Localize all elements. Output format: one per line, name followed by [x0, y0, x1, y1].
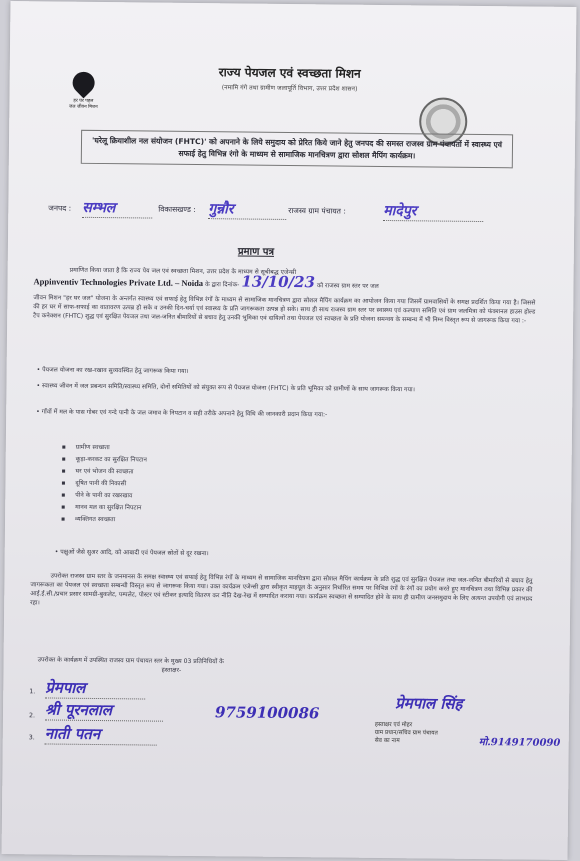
signatory-signature: प्रेमपाल — [45, 677, 145, 699]
closing-paragraph: उपरोक्त राजस्व ग्राम स्तर के जनमानस के समक्ष स्वास्थ्य एवं सफाई हेतु विभिन्न रंगों के माध्यम से सामाजिक मानचित्रण द्वारा सोशल मैपिंग कार्यक्रम के प्रति शुद्ध एवं सुरक्षित पेयजल तथा जल-जनित बीमारियों से बचाव हेतु जागरूकता का पेयजल एवं स्वच्छता सम्बन्धी विस्तृत रूप से जागरूक किया गया। उक्त कार्यक्रम एजेन्सी द्वारा स्वीकृत माइयूल के अनुसार निर्धारित समय पर विभिन्न रंगों के रंगों का प्रयोग करते हुए मानचित्रण तथा विभिन्न प्रकार की आई.ई.सी./प्रचार प्रसार सामग्री-बुकलेट, पम्पलेट, पोस्टर एवं स्टीकर इत्यादि वितरण कर नीति देख-रेख में सम्पादित कराया गया। कार्यक्रम स्वच्छता से सम्पादित होने के साथ ही ग्रामीण जनसमुदाय के लिए अत्यन्त उपयोगी एवं लाभप्रद रहा। — [30, 572, 533, 607]
list-item: ▪ पीने के पानी का रखरखाव — [61, 490, 146, 503]
sanitation-topics-list — [61, 442, 147, 527]
program-date: 13/10/23 — [241, 272, 316, 292]
bullet-1-text: पेयजल योजना का रख-रखाव सुव्यवस्थित हेतु जागरूक किया गया। — [42, 366, 189, 375]
signatory-sub: हस्ताक्षर- — [161, 666, 182, 674]
campaign-description-box: 'घरेलू क्रियाशील नल संयोजन (FHTC)' को अपनाने के लिये समुदाय को प्रेरित किये जाने हेतु जनपद की समस्त राजस्व ग्राम पंचायतों में स्वास्थ्य एवं सफाई हेतु विभिन्न रंगो के माध्यम से सामाजिक मानचित्रण द्वारा सोशल मैपिंग कार्यक्रम। — [81, 130, 513, 169]
bullet-3: • गाँवों में मल के पास गोबर एवं गन्दे पानी के जल जमाव के निपटान व सही तरीके अपनाने हेतु विधि की जानकारी प्रदान किया गया:- — [36, 408, 328, 419]
certificate-page — [2, 1, 577, 860]
bullet-2: • स्वास्थ्य जीवन में जल प्रबन्धन समिति/स्वास्थ्य समिति, दोनों समितियों को संयुक्त रूप से पेयजल योजना (FHTC) के प्रति भूमिका को ग्रामीणों के साथ जागरूक किया गया। — [36, 382, 415, 394]
location-fields — [48, 199, 528, 220]
list-item: ▪ घर एवं भोजन की स्वच्छता — [61, 466, 146, 479]
list-item: ▪ कूड़ा-करकट का सुरक्षित निपटान — [62, 454, 147, 467]
signatories-list — [29, 677, 370, 749]
bullet-3-text: गाँवों में मल के पास गोबर एवं गन्दे पानी के जल जमाव के निपटान व सही तरीके अपनाने हेतु विधि की जानकारी प्रदान किया गया:- — [41, 408, 328, 419]
signatory-signature: श्री पूरनलाल — [45, 699, 163, 721]
pradhan-phone: मो.9149170090 — [478, 737, 561, 749]
company-tail: को राजस्व ग्राम स्तर पर जल — [316, 282, 379, 290]
company-suffix: के द्वारा दिनांक- — [204, 281, 240, 289]
signatory-phone: 9759100086 — [214, 703, 320, 723]
block-label: विकासखण्ड : — [158, 204, 196, 215]
list-item: ▪ मानव मल का सुरक्षित निपटान — [61, 502, 146, 515]
bullet-4-text: पक्षुओं जैसे सुअर आदि, को आबादी एवं पेयजल स्रोतों से दूर रखना। — [60, 548, 209, 558]
signatory-signature: नाती पतन — [45, 723, 157, 745]
signatory-number: 3. — [28, 734, 35, 742]
signatory-number: 2. — [28, 712, 36, 720]
list-item: ▪ व्यक्तिगत स्वच्छता — [61, 514, 146, 527]
signatory-row — [29, 723, 369, 749]
water-drop-icon — [68, 67, 99, 98]
mission-title: राज्य पेयजल एवं स्वच्छता मिशन — [218, 65, 361, 81]
panchayat-value: मादेपुर — [383, 201, 483, 222]
list-item: ▪ दूषित पानी की निकासी — [61, 478, 146, 491]
bullet-4: • पक्षुओं जैसे सुअर आदि, को आबादी एवं पेयजल स्रोतों से दूर रखना। — [54, 548, 209, 558]
body-paragraph: जीवन मिशन "हर घर जल" योजना के अन्तर्गत स्वास्थ्य एवं सफाई हेतु विभिन्न रंगों के माध्यम से सामाजिक मानचित्रण द्वारा सोशल मैपिंग कार्यक्रम का आयोजन किया गया जिसमें ग्रामवासियों के समक्ष प्रदर्शित किया गया है। जिससे की हर घर में साफ-सफाई का वातावरण उत्पन्न हो सके व उनकी दिन-चर्या एवं स्वास्थ्य के प्रति जागरूकता उत्पन्न हो सके। साथ ही साथ राजस्व ग्राम स्तर पर स्वास्थ्य एवं कल्याण समिति एवं ग्राम जलमित्रा को फंक्शनल हाउस होल्ड टैप कनेक्शन (FHTC) शुद्ध एवं सुरक्षित पेयजल तथा जल-जनित बीमारियों से बचाव हेतु उनकी भूमिका एवं दायित्वों तथा पेयजल एवं स्वच्छता के प्रति योजना समन्वय के सम्बन्ध में भी निम्न विस्तृत रूप से जागरूक किया गया :- — [33, 294, 536, 325]
pradhan-signature-label: हस्ताक्षर एवं मोहर ग्राम प्रधान/सचिव ग्राम पंचायत सेव का नाम — [374, 721, 438, 745]
bullet-2-text: स्वास्थ्य जीवन में जल प्रबन्धन समिति/स्वास्थ्य समिति, दोनों समितियों को संयुक्त रूप से पेयजल योजना (FHTC) के प्रति भूमिका को ग्रामीणों के साथ जागरूक किया गया। — [41, 382, 415, 394]
block-value: गुन्नौर — [208, 199, 286, 220]
district-label: जनपद : — [48, 203, 72, 213]
logo-caption: हर घर पहल जल जीवन मिशन — [68, 98, 98, 110]
agency-name: Appinventiv Technologies Private Ltd. – Noida — [33, 276, 204, 289]
panchayat-label: राजस्व ग्राम पंचायत : — [288, 205, 346, 216]
district-value: सम्भल — [82, 198, 152, 219]
list-item: ▪ ग्रामीण स्वच्छता — [62, 442, 147, 455]
bullet-1: • पेयजल योजना का रख-रखाव सुव्यवस्थित हेतु जागरूक किया गया। — [36, 366, 189, 375]
signatory-intro: उपरोक्त के कार्यक्रम में उपस्थित राजस्व ग्राम पंचायत स्तर के मुख्य 03 प्रतिनिधियों के — [37, 656, 224, 666]
signatory-row — [29, 699, 369, 727]
certificate-heading: प्रमाण पत्र — [237, 246, 275, 258]
pradhan-signature: प्रेमपाल सिंह — [395, 694, 463, 713]
mission-subtitle: (नमामि गंगे तथा ग्रामीण जलापूर्ति विभाग, उत्तर प्रदेश शासन) — [221, 84, 358, 93]
signatory-number: 1. — [29, 688, 36, 696]
jal-jeevan-mission-logo — [55, 72, 111, 111]
intro-line: प्रमाणित किया जाता है कि राज्य पेय जल एवं स्वच्छता मिशन, उत्तर प्रदेश के माध्यम से सूचीबद्ध एजेन्सी — [69, 266, 297, 277]
